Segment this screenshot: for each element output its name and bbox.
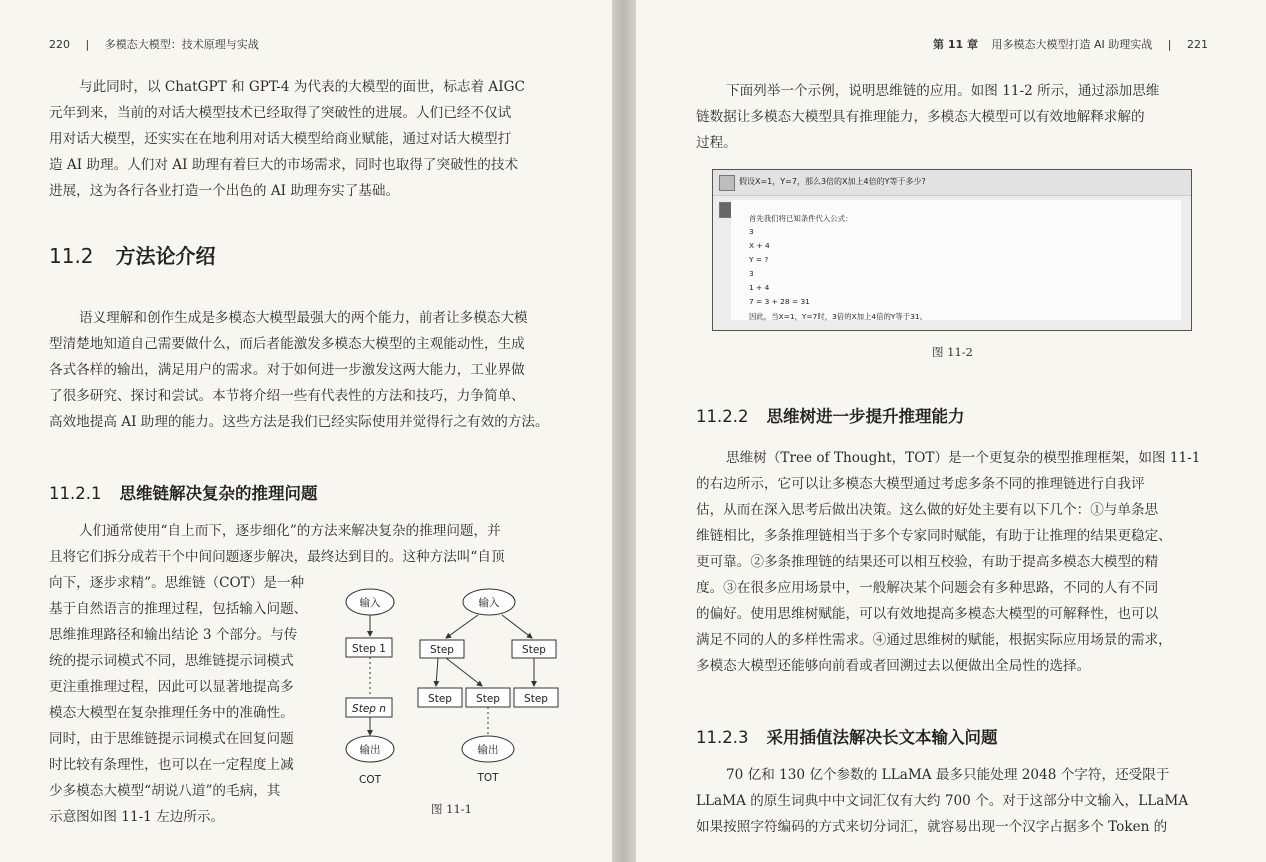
text-line: 更注重推理过程，因此可以显著地提高多 bbox=[49, 679, 294, 695]
chapter-number: 第 11 章 bbox=[933, 38, 979, 51]
text-line: 用对话大模型，还实实在在地利用对话大模型给商业赋能，通过对话大模型打 bbox=[49, 131, 512, 147]
text-line: 多模态大模型还能够向前看或者回溯过去以便做出全局性的选择。 bbox=[696, 658, 1091, 674]
tot-arrow bbox=[446, 615, 478, 638]
cot-input-label: 输入 bbox=[359, 597, 381, 609]
cot-step1-label: Step 1 bbox=[352, 643, 386, 655]
header-divider: | bbox=[85, 38, 90, 51]
tot-input-label: 输入 bbox=[478, 597, 500, 609]
text-line: LLaMA 的原生词典中中文词汇仅有大约 700 个。对于这部分中文输入，LLaMA bbox=[696, 793, 1189, 809]
text-line: 示意图如图 11-1 左边所示。 bbox=[49, 809, 225, 825]
figure-11-1-diagram bbox=[338, 580, 578, 800]
text-line: 满足不同的人的多样性需求。④通过思维树的赋能，根据实际应用场景的需求， bbox=[696, 632, 1172, 648]
text-line: 过程。 bbox=[696, 135, 737, 151]
section-heading-11-2-1 bbox=[49, 480, 317, 504]
section-title: 采用插值法解决长文本输入问题 bbox=[766, 728, 998, 747]
section-title: 思维链解决复杂的推理问题 bbox=[119, 484, 318, 503]
answer-line: 3 bbox=[749, 269, 754, 278]
answer-line: 1 + 4 bbox=[749, 283, 770, 292]
answer-line: 3 bbox=[749, 227, 754, 236]
right-page bbox=[636, 0, 1266, 862]
text-line: 更可靠。②多条推理链的结果还可以相互校验，有助于提高多模态大模型的精 bbox=[696, 554, 1159, 570]
text-line: 高效地提高 AI 助理的能力。这些方法是我们已经实际使用并觉得行之有效的方法。 bbox=[49, 414, 549, 430]
text-line: 链数据让多模态大模型具有推理能力，多模态大模型可以有效地解释求解的 bbox=[696, 109, 1145, 125]
tot-step-label: Step bbox=[522, 644, 546, 656]
chat-answer-box bbox=[731, 200, 1181, 320]
text-line: 了很多研究、探讨和尝试。本节将介绍一些有代表性的方法和技巧，力争简单、 bbox=[49, 388, 525, 404]
figure-11-1-caption: 图 11-1 bbox=[431, 802, 472, 816]
tot-step-label: Step bbox=[428, 693, 452, 705]
cot-output-label: 输出 bbox=[359, 744, 381, 756]
section-number: 11.2.3 bbox=[696, 728, 749, 747]
figure-11-2-chat bbox=[712, 169, 1192, 331]
text-line: 如果按照字符编码的方式来切分词汇，就容易出现一个汉字占据多个 Token 的 bbox=[696, 819, 1168, 835]
text-line: 维链相比，多条推理链相当于多个专家同时赋能，有助于让推理的结果更稳定、 bbox=[696, 528, 1172, 544]
text-line: 统的提示词模式不同，思维链提示词模式 bbox=[49, 653, 294, 669]
text-line: 70 亿和 130 亿个参数的 LLaMA 最多只能处理 2048 个字符，还受限于 bbox=[726, 767, 1170, 783]
tot-step-label: Step bbox=[524, 693, 548, 705]
text-line: 向下，逐步求精”。思维链（COT）是一种 bbox=[49, 575, 305, 591]
text-line: 人们通常使用“自上而下，逐步细化”的方法来解决复杂的推理问题，并 bbox=[79, 523, 501, 539]
section-heading-11-2 bbox=[49, 240, 216, 269]
text-line: 下面列举一个示例，说明思维链的应用。如图 11-2 所示，通过添加思维 bbox=[726, 83, 1160, 99]
tot-output-label: 输出 bbox=[477, 744, 499, 756]
section-heading-11-2-2 bbox=[696, 403, 964, 427]
text-line: 度。③在很多应用场景中，一般解决某个问题会有多种思路，不同的人有不同 bbox=[696, 580, 1159, 596]
text-line: 造 AI 助理。人们对 AI 助理有着巨大的市场需求，同时也取得了突破性的技术 bbox=[49, 157, 519, 173]
answer-line: Y = ? bbox=[749, 255, 769, 264]
text-line: 的右边所示，它可以让多模态大模型通过考虑多条不同的推理链进行自我评 bbox=[696, 476, 1145, 492]
answer-line: 首先我们将已知条件代入公式： bbox=[749, 214, 853, 223]
text-line: 语义理解和创作生成是多模态大模型最强大的两个能力，前者让多模态大模 bbox=[79, 310, 528, 326]
cot-stepn-label: Step n bbox=[352, 703, 386, 715]
left-page-number: 220 bbox=[49, 38, 70, 51]
text-line: 且将它们拆分成若干个中间问题逐步解决，最终达到目的。这种方法叫“自顶 bbox=[49, 549, 505, 565]
text-line: 进展，这为各行各业打造一个出色的 AI 助理夯实了基础。 bbox=[49, 183, 400, 199]
right-page-number: 221 bbox=[1187, 38, 1208, 51]
text-line: 基于自然语言的推理过程，包括输入问题、 bbox=[49, 601, 308, 617]
text-line: 同时，由于思维链提示词模式在回复问题 bbox=[49, 731, 294, 747]
text-line: 思维树（Tree of Thought，TOT）是一个更复杂的模型推理框架，如图 11-1 bbox=[726, 450, 1201, 466]
left-running-header bbox=[49, 36, 259, 52]
book-gutter bbox=[612, 0, 636, 862]
answer-line: 因此，当X=1，Y=7时，3倍的X加上4倍的Y等于31。 bbox=[749, 312, 928, 321]
text-line: 模态大模型在复杂推理任务中的准确性。 bbox=[49, 705, 294, 721]
answer-line: 7 = 3 + 28 = 31 bbox=[749, 297, 810, 306]
tot-step-label: Step bbox=[430, 644, 454, 656]
text-line: 时比较有条理性，也可以在一定程度上减 bbox=[49, 757, 294, 773]
cot-label: COT bbox=[358, 774, 382, 786]
header-divider: | bbox=[1167, 38, 1172, 51]
text-line: 思维推理路径和输出结论 3 个部分。与传 bbox=[49, 627, 298, 643]
tot-arrow bbox=[446, 658, 482, 686]
section-title: 方法论介绍 bbox=[115, 244, 216, 268]
chat-question-row bbox=[713, 170, 1191, 196]
tot-step-label: Step bbox=[476, 693, 500, 705]
section-title: 思维树进一步提升推理能力 bbox=[766, 407, 965, 426]
text-line: 元年到来，当前的对话大模型技术已经取得了突破性的进展。人们已经不仅试 bbox=[49, 105, 512, 121]
text-line: 估，从而在深入思考后做出决策。这么做的好处主要有以下几个：①与单条思 bbox=[696, 502, 1159, 518]
text-line: 各式各样的输出，满足用户的需求。对于如何进一步激发这两大能力，工业界做 bbox=[49, 362, 525, 378]
left-book-title: 多模态大模型：技术原理与实战 bbox=[104, 38, 259, 51]
left-page bbox=[0, 0, 612, 862]
chat-question: 假设X=1，Y=7，那么3倍的X加上4倍的Y等于多少? bbox=[739, 177, 926, 186]
section-number: 11.2.1 bbox=[49, 484, 102, 503]
tot-arrow bbox=[436, 658, 438, 686]
tot-label: TOT bbox=[477, 772, 499, 784]
right-running-header bbox=[933, 36, 1208, 52]
figure-11-2-caption: 图 11-2 bbox=[932, 345, 973, 359]
chapter-title: 用多模态大模型打造 AI 助理实战 bbox=[991, 38, 1153, 51]
text-line: 型清楚地知道自己需要做什么，而后者能激发多模态大模型的主观能动性，生成 bbox=[49, 336, 525, 352]
tot-arrow bbox=[502, 615, 532, 638]
answer-line: X + 4 bbox=[749, 241, 770, 250]
text-line: 的偏好。使用思维树赋能，可以有效地提高多模态大模型的可解释性，也可以 bbox=[696, 606, 1159, 622]
text-line: 与此同时，以 ChatGPT 和 GPT-4 为代表的大模型的面世，标志着 AIGC bbox=[79, 79, 525, 95]
section-heading-11-2-3 bbox=[696, 724, 997, 748]
section-number: 11.2.2 bbox=[696, 407, 749, 426]
text-line: 少多模态大模型“胡说八道”的毛病，其 bbox=[49, 783, 281, 799]
user-avatar bbox=[719, 175, 735, 191]
section-number: 11.2 bbox=[49, 244, 94, 268]
